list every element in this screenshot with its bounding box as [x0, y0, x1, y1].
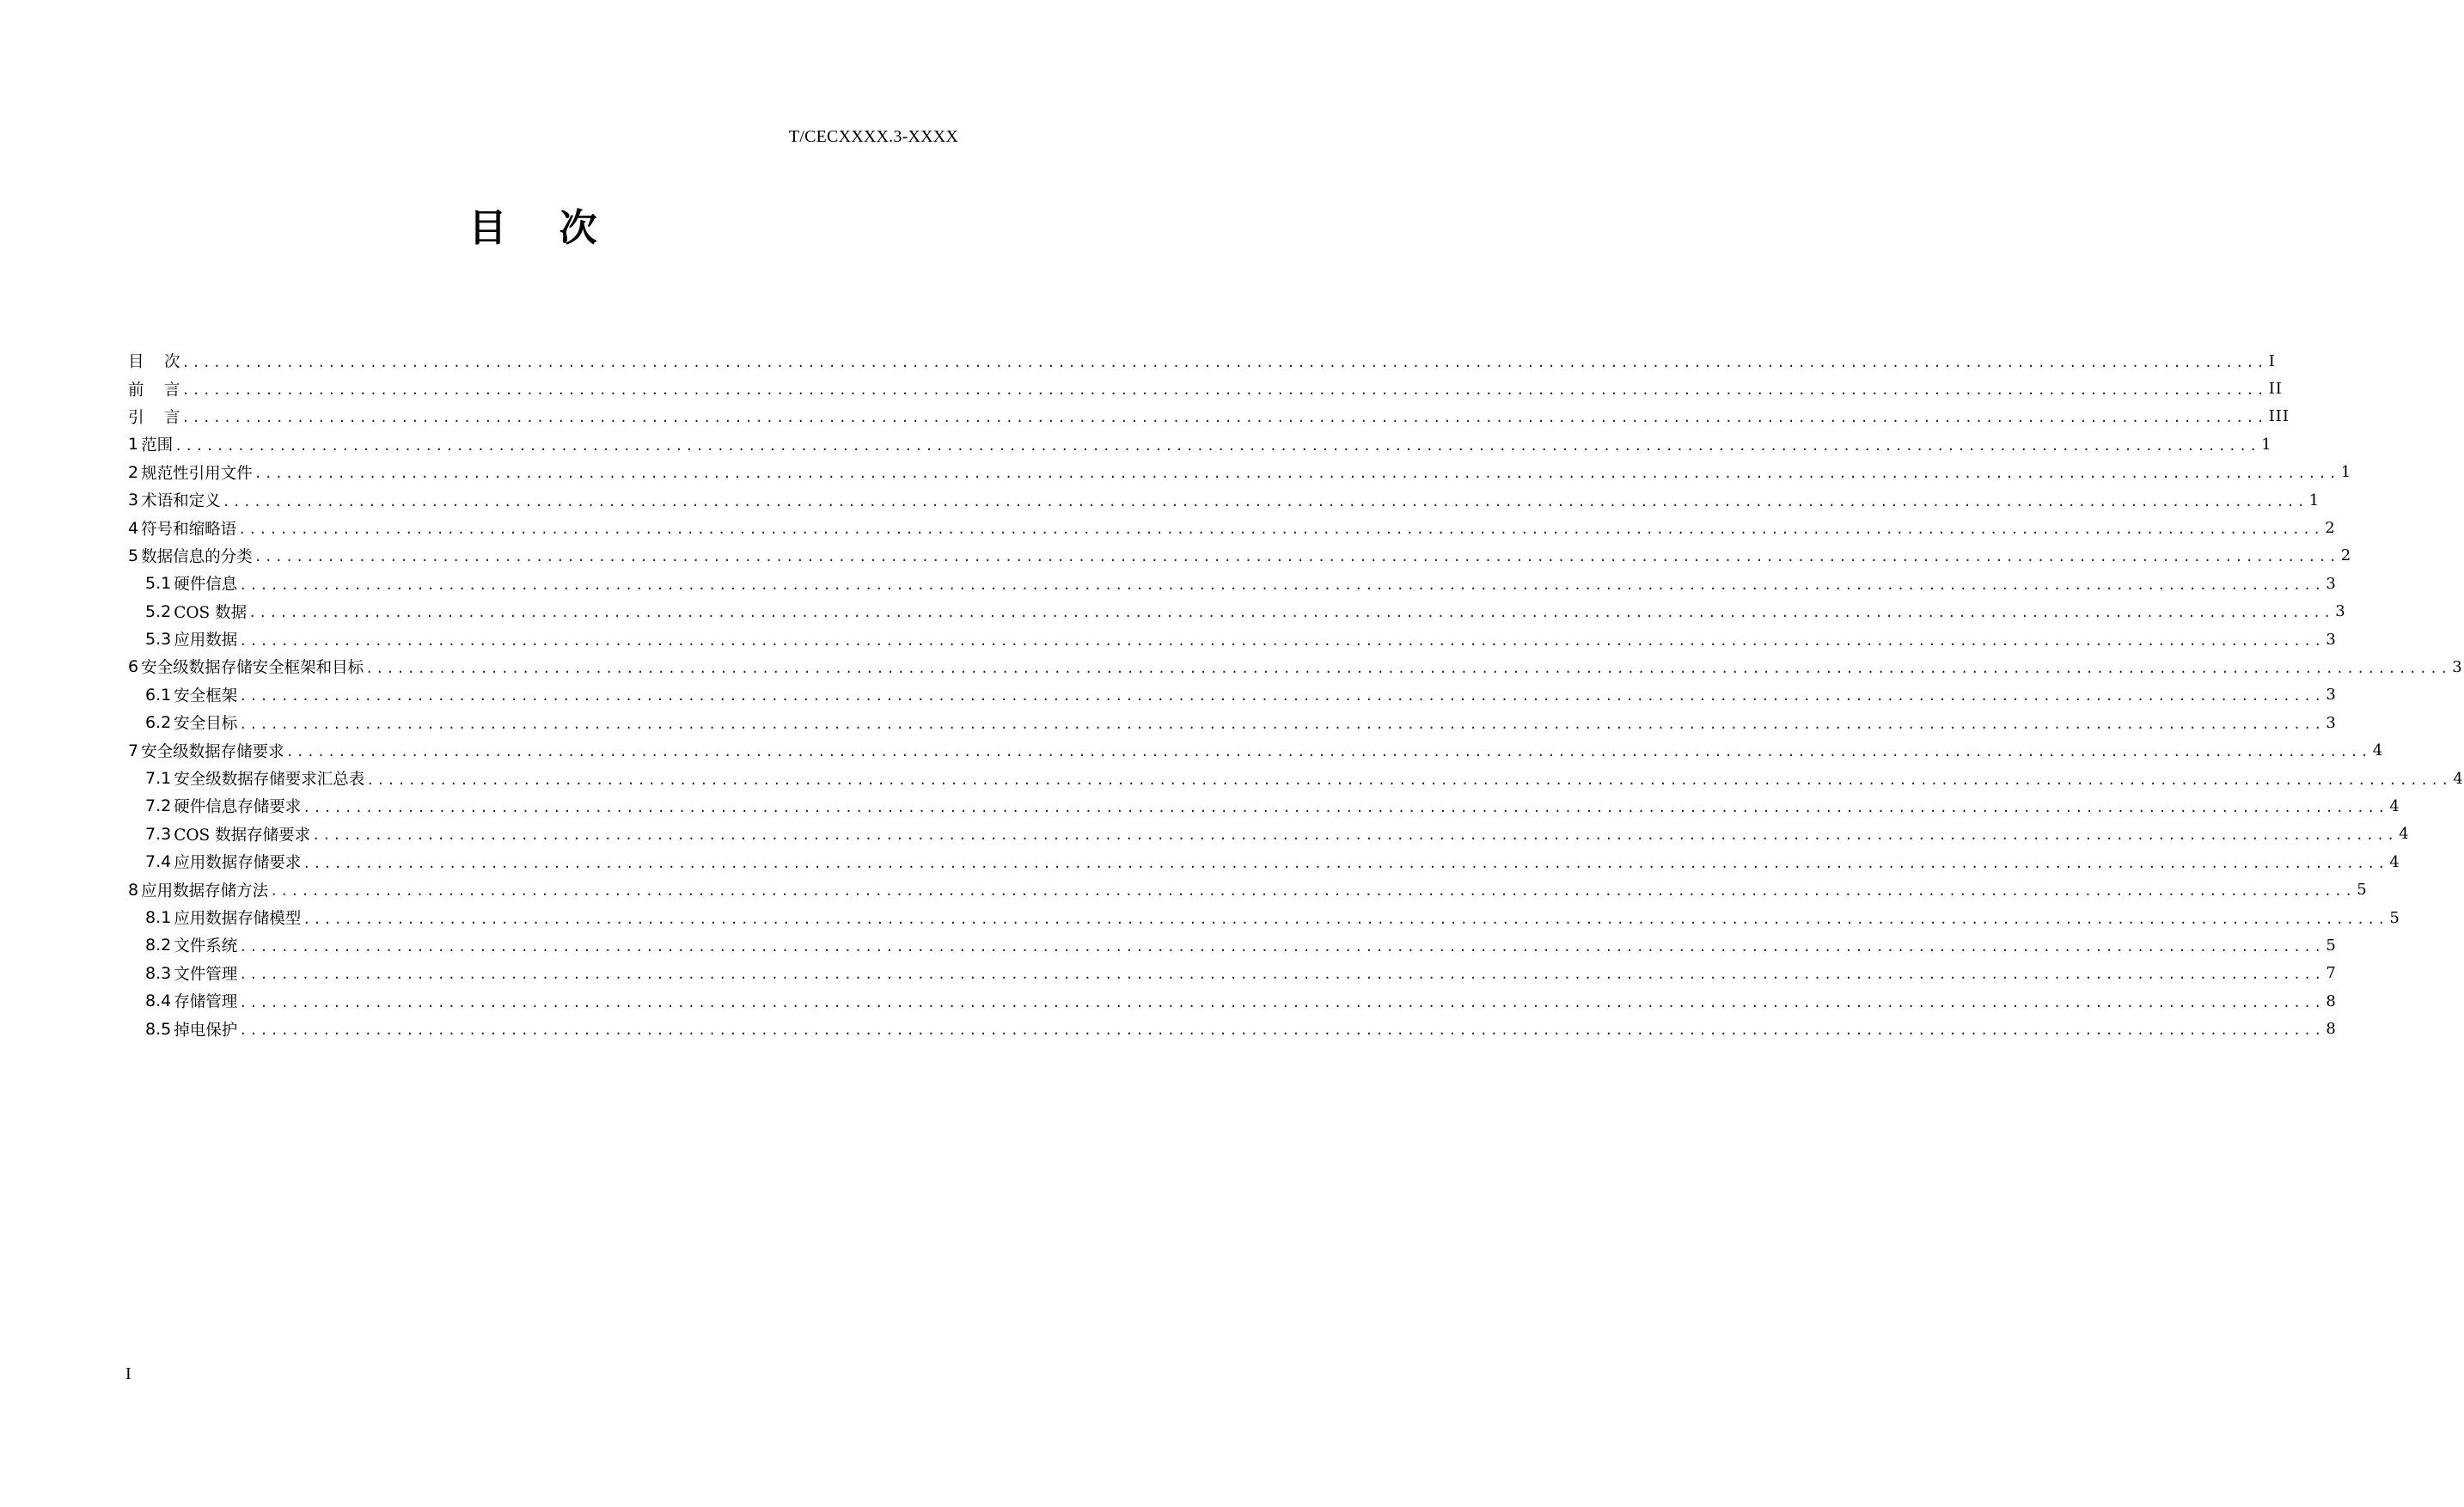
dot-leader: ........................................................................................................................................................................................................ [303, 911, 2388, 927]
toc-entry-label: 目 次 [128, 353, 180, 372]
toc-entry-label: 应用数据存储模型 [174, 910, 302, 928]
toc-entry-label: 应用数据存储方法 [141, 882, 269, 900]
dot-leader: ........................................................................................................................................................................................................ [174, 437, 2260, 454]
toc-entry[interactable] [128, 736, 2384, 764]
toc-entry-number: 7.3 [145, 824, 172, 844]
page-title: 目 次 [468, 206, 597, 250]
toc-entry[interactable] [128, 1015, 2337, 1042]
toc-entry-number: 6.2 [145, 713, 172, 733]
dot-leader: ........................................................................................................................................................................................................ [181, 410, 2267, 426]
toc-entry-label: 符号和缩略语 [141, 520, 237, 539]
document-code: T/CECXXXX.3-XXXX [788, 127, 958, 146]
dot-leader: ........................................................................................................................................................................................................ [285, 744, 2371, 760]
toc-entry-number: 7.4 [145, 852, 172, 872]
toc-entry-label: 术语和定义 [141, 492, 221, 511]
toc-entry-label: 硬件信息 [174, 576, 238, 595]
toc-entry-page: 4 [2399, 825, 2410, 844]
toc-entry-page: 1 [2261, 435, 2272, 454]
toc-entry-page: 3 [2452, 657, 2463, 676]
dot-leader: ........................................................................................................................................................................................................ [222, 493, 2308, 509]
dot-leader: ........................................................................................................................................................................................................ [303, 855, 2388, 871]
toc-entry-page: 2 [2325, 519, 2336, 538]
toc-entry-page: II [2268, 380, 2283, 399]
toc-entry-page: 4 [2389, 852, 2400, 871]
toc-entry-number: 6 [128, 657, 139, 677]
toc-entry-page: 5 [2326, 936, 2337, 955]
toc-entry-label: 掉电保护 [174, 1021, 238, 1040]
dot-leader: ........................................................................................................................................................................................................ [181, 354, 2267, 370]
dot-leader: ........................................................................................................................................................................................................ [312, 827, 2398, 844]
toc-entry-label: 范围 [141, 436, 174, 455]
dot-leader: ........................................................................................................................................................................................................ [239, 688, 2325, 705]
toc-entry-page: 8 [2326, 991, 2337, 1010]
toc-entry[interactable] [128, 375, 2283, 402]
toc-entry-number: 7.1 [145, 769, 172, 789]
toc-entry-number: 8.1 [145, 908, 172, 927]
toc-entry-label: 存储管理 [174, 993, 238, 1012]
toc-entry[interactable] [128, 987, 2337, 1015]
toc-entry-number: 8.4 [145, 991, 172, 1011]
toc-entry-label: 安全级数据存储安全框架和目标 [141, 659, 364, 678]
dot-leader: ........................................................................................................................................................................................................ [248, 605, 2334, 621]
toc-entry[interactable] [128, 403, 2290, 430]
toc-entry-number: 8.2 [145, 936, 172, 955]
dot-leader: ........................................................................................................................................................................................................ [239, 938, 2325, 955]
toc-entry-number: 8 [128, 880, 139, 900]
table-of-contents [128, 347, 2464, 1043]
toc-entry[interactable] [128, 598, 2346, 625]
toc-entry[interactable] [128, 709, 2337, 736]
toc-entry-label: COS 数据存储要求 [174, 826, 311, 845]
toc-entry-number: 7.2 [145, 796, 172, 816]
toc-entry-label: COS 数据 [174, 603, 248, 622]
toc-entry[interactable] [128, 848, 2400, 876]
toc-entry-page: 3 [2326, 630, 2337, 649]
toc-entry-page: 3 [2326, 574, 2337, 593]
toc-entry-label: 安全目标 [174, 715, 238, 734]
dot-leader: ........................................................................................................................................................................................................ [303, 799, 2388, 815]
toc-entry[interactable] [128, 876, 2368, 903]
toc-entry-number: 5 [128, 546, 139, 565]
dot-leader: ........................................................................................................................................................................................................ [254, 549, 2339, 565]
toc-entry-label: 安全级数据存储要求 [141, 742, 284, 761]
toc-entry-page: 5 [2389, 908, 2400, 927]
dot-leader: ........................................................................................................................................................................................................ [239, 632, 2325, 649]
toc-entry-label: 应用数据存储要求 [174, 854, 302, 873]
toc-entry[interactable] [128, 459, 2352, 486]
toc-entry[interactable] [128, 792, 2400, 820]
dot-leader: ........................................................................................................................................................................................................ [181, 382, 2267, 399]
toc-entry-number: 5.2 [145, 601, 172, 621]
toc-entry-page: 5 [2357, 881, 2368, 900]
toc-entry[interactable] [128, 347, 2276, 375]
toc-entry-number: 3 [128, 491, 139, 510]
toc-entry[interactable] [128, 960, 2337, 987]
dot-leader: ........................................................................................................................................................................................................ [239, 716, 2325, 732]
toc-entry[interactable] [128, 486, 2320, 514]
dot-leader: ........................................................................................................................................................................................................ [366, 772, 2452, 788]
toc-entry-page: 3 [2326, 713, 2337, 732]
toc-entry-number: 2 [128, 462, 139, 482]
toc-entry-page: 1 [2308, 491, 2320, 509]
toc-entry[interactable] [128, 765, 2464, 792]
dot-leader: ........................................................................................................................................................................................................ [239, 577, 2325, 593]
toc-entry-page: 3 [2335, 602, 2346, 621]
toc-entry[interactable] [128, 570, 2337, 597]
toc-entry-page: 1 [2340, 463, 2352, 482]
dot-leader: ........................................................................................................................................................................................................ [270, 883, 2356, 900]
toc-entry-label: 安全级数据存储要求汇总表 [174, 771, 365, 790]
page-number: I [125, 1364, 131, 1383]
toc-entry-label: 文件管理 [174, 965, 238, 984]
toc-entry[interactable] [128, 931, 2337, 959]
toc-entry-number: 7 [128, 741, 139, 760]
toc-entry[interactable] [128, 653, 2463, 680]
toc-entry[interactable] [128, 681, 2337, 709]
toc-entry-page: 8 [2326, 1020, 2337, 1039]
toc-entry[interactable] [128, 904, 2400, 931]
toc-entry[interactable] [128, 542, 2352, 570]
toc-entry-page: 7 [2326, 964, 2337, 983]
dot-leader: ........................................................................................................................................................................................................ [239, 967, 2325, 983]
toc-entry-label: 硬件信息存储要求 [174, 798, 302, 817]
toc-entry[interactable] [128, 625, 2337, 653]
toc-entry-page: 4 [2453, 769, 2464, 788]
toc-entry-page: 3 [2326, 686, 2337, 705]
toc-entry-page: 4 [2389, 796, 2400, 815]
toc-entry-number: 6.1 [145, 685, 172, 705]
toc-entry-number: 5.3 [145, 630, 172, 650]
toc-entry-label: 前 言 [128, 381, 180, 400]
toc-entry-number: 8.3 [145, 963, 172, 983]
dot-leader: ........................................................................................................................................................................................................ [365, 660, 2451, 676]
toc-entry-label: 引 言 [128, 408, 180, 427]
toc-entry[interactable] [128, 430, 2272, 458]
toc-entry-page: 4 [2372, 741, 2384, 760]
dot-leader: ........................................................................................................................................................................................................ [254, 466, 2339, 482]
toc-entry-page: I [2268, 351, 2276, 370]
toc-entry-number: 5.1 [145, 574, 172, 594]
toc-entry[interactable] [128, 821, 2410, 848]
dot-leader: ........................................................................................................................................................................................................ [238, 522, 2324, 538]
toc-entry-page: 2 [2340, 546, 2352, 565]
toc-entry-number: 1 [128, 435, 139, 455]
toc-entry-number: 4 [128, 518, 139, 538]
toc-entry-number: 8.5 [145, 1019, 172, 1039]
toc-entry-page: III [2268, 407, 2290, 426]
dot-leader: ........................................................................................................................................................................................................ [239, 1022, 2325, 1039]
toc-entry-label: 应用数据 [174, 631, 238, 650]
toc-entry-label: 数据信息的分类 [141, 547, 253, 566]
toc-entry-label: 安全框架 [174, 686, 238, 705]
toc-entry-label: 规范性引用文件 [141, 464, 253, 483]
toc-entry-label: 文件系统 [174, 937, 238, 956]
toc-entry[interactable] [128, 514, 2336, 541]
dot-leader: ........................................................................................................................................................................................................ [239, 994, 2325, 1010]
